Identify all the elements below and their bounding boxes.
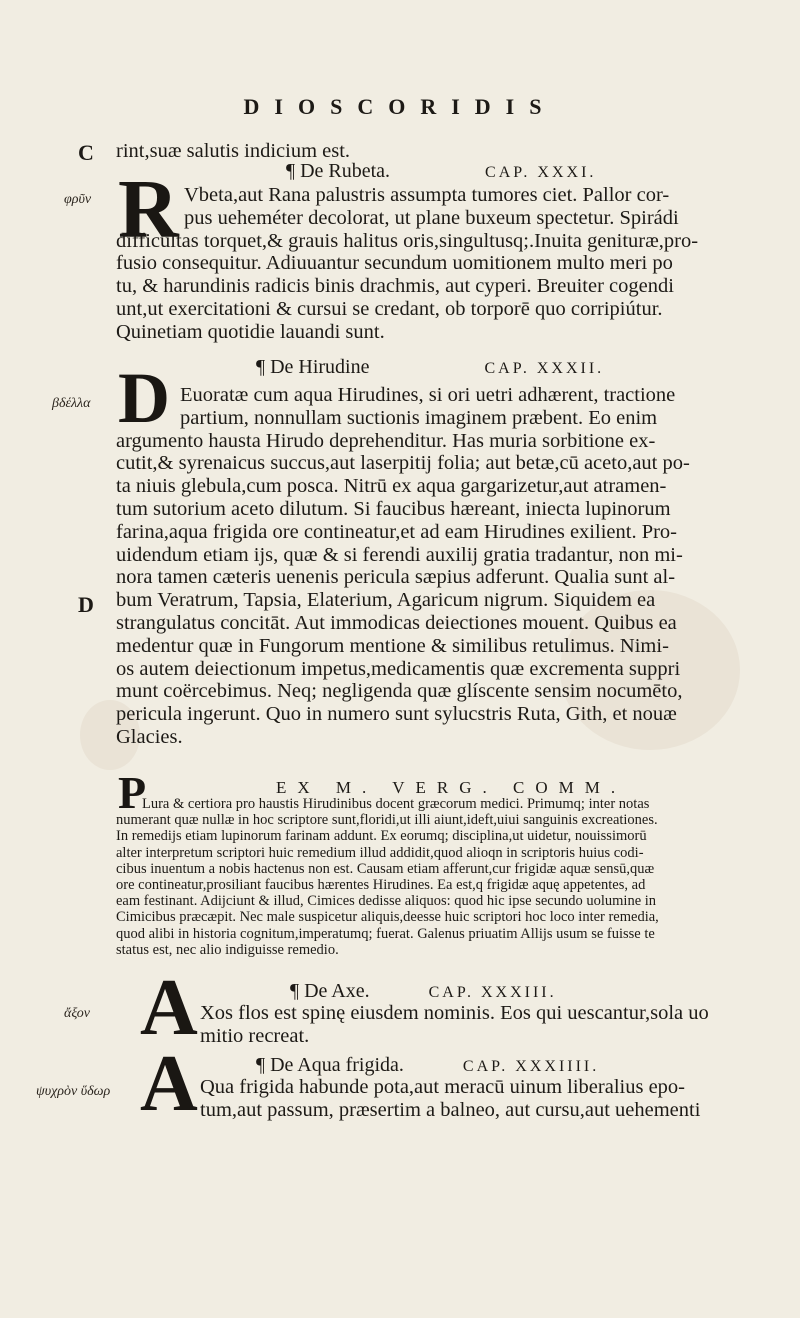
text-line: Lura & certiora pro haustis Hirudinibus docent græcorum medici. Primumq; inter notas [142,796,650,812]
chapter-number: CAP. XXXIII. [428,984,557,1001]
text-line: munt coërcebimus. Neq; negligenda quæ glíscente sensim nocumēto, [116,680,683,703]
chapter-title: De Rubeta. [300,160,391,182]
text-line: eam festinant. Adijciunt & illud, Cimices dedisse aliquos: quod hic ipse secundo uolumine in [116,893,657,910]
chapter-title: De Aqua frigida. [270,1054,404,1076]
dropcap-a: A [140,964,198,1052]
text-line: unt,ut exercitationi & cursui se credant, ob torporē quo corripiútur. [116,297,663,320]
text-line: uidendum etiam ijs, quæ & si ferendi auxilij gratia tradantur, non mi- [116,543,683,566]
text-line: In remedijs etiam lupinorum farinam addunt. Ex eorumq; disciplina,ut uidetur, nouissimorū [116,828,647,845]
text-line: Qua frigida habunde pota,aut meracū uinum liberalius epo- [200,1076,686,1098]
text-line: ore contineatur,prosiliant faucibus hærentes Hirudines. Ea est,q frigidæ aquę appetentes, ad [116,877,646,894]
pilcrow-icon: ¶ [286,160,296,182]
text-line: ta niuis glebula,cum posca. Nitrū ex aqua gargarizetur,aut atramen- [116,475,667,498]
dropcap-p: P [118,767,147,818]
text-line: mitio recreat. [200,1024,310,1047]
running-header: DIOSCORIDIS [243,94,557,119]
dropcap-d: D [118,358,170,438]
text-line: cutit,& syrenaicus succus,aut laserpitij folia; aut betæ,cū aceto,aut po- [116,452,690,475]
text-line: tum,aut passum, præsertim a balneo, aut cursu,aut uehementi [200,1098,701,1121]
section-letter-c: C [78,140,94,165]
text-line: rint,suæ salutis indicium est. [116,140,351,162]
text-line: status est, nec alio indiguisse remedio. [116,941,339,958]
chapter-heading-rubeta [286,160,596,183]
commentary-text [116,796,776,958]
chapter-heading-axe [290,980,557,1003]
text-line: Cimicibus præcæpit. Nec male suspicetur aliquis,deesse huic scriptori hoc loco inter remedia, [116,909,659,926]
margin-note-bdella: βδέλλα [52,396,91,411]
text-line: Glacies. [116,725,183,748]
pilcrow-icon: ¶ [290,980,300,1002]
chapter-number: CAP. XXXI. [485,164,597,181]
text-line: alter interpretum scriptori huic remedium illud addidit,quod alioqn in scriptoris huius codi- [116,844,644,861]
aqua-text [116,1076,770,1122]
text-line: argumento hausta Hirudo deprehenditur. Has muria sorbitione ex- [116,429,656,452]
chapter-title: De Hirudine [270,356,370,378]
text-line: cibus inuentum a nobis hactenus non est. Causam etiam afferunt,cur frigidæ aquæ sensū,quæ [116,860,655,877]
chapter-number: CAP. XXXIIII. [462,1058,600,1075]
text-line: quod alibi in historia cognitum,imperatumq; fuerat. Galenus priuatim Allijs usum se fuisse te [116,925,655,942]
text-line: tum sutorium aceto dilutum. Si faucibus hæreant, iniecta lupinorum [116,497,671,520]
text-line: nora tamen cæteris uenenis pericula sæpius adferunt. Qualia sunt al- [116,566,676,589]
text-line: medentur quæ in Fungorum mentione & similibus retulimus. Nimi- [116,634,669,657]
hirudine-text [116,384,770,749]
text-line: strangulatus concitāt. Aut immodicas deiectiones mouent. Quibus ea [116,611,677,634]
text-line: os autem deiectionum impetus,medicamentis quæ excrementa suppri [116,657,681,680]
chapter-heading-hirudine [256,356,604,379]
axe-text [116,1002,770,1048]
margin-note-axon: ἄξον [64,1006,90,1021]
text-line: numerant quæ nullæ in hoc scriptore sunt,floridi,ut illi aiunt,ideft,uiui sanguinis excreationes. [116,812,658,829]
text-line: partium, nonnullam suctionis imaginem præbent. Eo enim [180,406,658,429]
chapter-title: De Axe. [304,980,370,1002]
chapter-number: CAP. XXXII. [484,360,605,377]
section-letter-d: D [78,592,94,617]
text-line: difficultas torquet,& grauis halitus oris,singultusq;.Inuita genituræ,pro- [116,229,699,252]
pilcrow-icon: ¶ [256,356,266,378]
text-line: bum Veratrum, Tapsia, Elaterium, Agaricum nigrum. Siquidem ea [116,589,656,612]
dropcap-r: R [118,163,179,256]
chapter-heading-aqua [256,1054,599,1077]
text-line: Xos flos est spinę eiusdem nominis. Eos qui uescantur,sola uo [200,1002,709,1024]
commentary-heading: EX M. VERG. COMM. [276,778,627,797]
rubeta-text [116,184,770,344]
margin-note-psychron-hydor: ψυχρὸν ὕδωρ [36,1084,111,1099]
text-line: tu, & harundinis radicis binis drachmis, aut cyperi. Breuiter cogendi [116,275,674,298]
margin-note-phryn: φρῦν [64,192,92,207]
text-line: Vbeta,aut Rana palustris assumpta tumores ciet. Pallor cor- [184,184,670,206]
text-line: pus ueheméter decolorat, ut plane buxeum spectetur. Spirádi [184,206,679,229]
text-line: Euoratæ cum aqua Hirudines, si ori uetri adhærent, tractione [180,384,676,406]
text-line: farina,aqua frigida ore contineatur,et ad eam Hirudines exilient. Pro- [116,520,677,543]
text-line: pericula ingerunt. Quo in numero sunt sylucstris Ruta, Gith, et nouæ [116,703,677,726]
pilcrow-icon: ¶ [256,1054,266,1076]
text-line: fusio consequitur. Adiuuantur secundum uomitionem multo meri po [116,252,673,275]
text-line: Quinetiam quotidie lauandi sunt. [116,320,385,343]
dropcap-a: A [140,1040,198,1128]
